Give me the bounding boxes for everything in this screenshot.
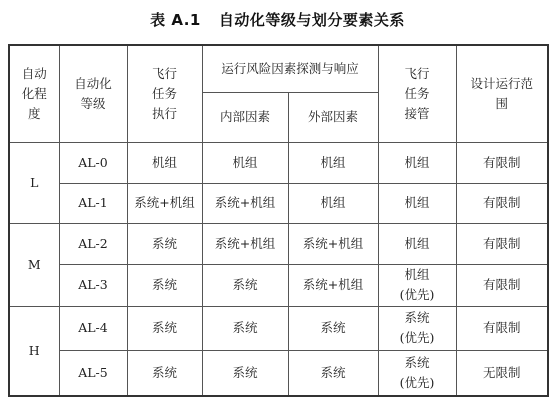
external-cell: 系统 — [288, 350, 378, 396]
execution-cell: 系统 — [127, 306, 202, 350]
table-caption: 自动化等级与划分要素关系 — [218, 11, 405, 29]
table-row — [9, 223, 548, 264]
range-cell: 有限制 — [456, 142, 548, 183]
external-cell: 机组 — [288, 142, 378, 183]
table-title — [0, 9, 555, 30]
header-automation-degree: 自动 化程 度 — [9, 45, 59, 142]
header-row-top — [9, 45, 548, 92]
automation-level-table — [8, 44, 549, 397]
header-flight-task-execution: 飞行 任务 执行 — [127, 45, 202, 142]
internal-cell: 系统 — [202, 350, 288, 396]
takeover-cell: 机组 — [378, 223, 456, 264]
internal-cell: 系统 — [202, 306, 288, 350]
external-cell: 机组 — [288, 183, 378, 223]
takeover-cell: 系统 (优先) — [378, 306, 456, 350]
external-cell: 系统 — [288, 306, 378, 350]
table-row — [9, 350, 548, 396]
degree-cell: H — [9, 306, 59, 396]
table-row — [9, 183, 548, 223]
execution-cell: 机组 — [127, 142, 202, 183]
takeover-cell: 机组 (优先) — [378, 264, 456, 306]
header-internal-factors: 内部因素 — [202, 92, 288, 142]
internal-cell: 系统+机组 — [202, 183, 288, 223]
execution-cell: 系统 — [127, 264, 202, 306]
header-external-factors: 外部因素 — [288, 92, 378, 142]
range-cell: 有限制 — [456, 223, 548, 264]
table-row — [9, 142, 548, 183]
table-row — [9, 264, 548, 306]
degree-cell: M — [9, 223, 59, 306]
table-row — [9, 306, 548, 350]
level-cell: AL-3 — [59, 264, 127, 306]
header-risk-detection: 运行风险因素探测与响应 — [202, 45, 378, 92]
degree-cell: L — [9, 142, 59, 223]
header-automation-level: 自动化 等级 — [59, 45, 127, 142]
internal-cell: 机组 — [202, 142, 288, 183]
level-cell: AL-2 — [59, 223, 127, 264]
header-design-operation-range: 设计运行范 围 — [456, 45, 548, 142]
table-number: 表 A.1 — [150, 11, 201, 29]
level-cell: AL-5 — [59, 350, 127, 396]
internal-cell: 系统+机组 — [202, 223, 288, 264]
level-cell: AL-0 — [59, 142, 127, 183]
takeover-cell: 机组 — [378, 183, 456, 223]
execution-cell: 系统+机组 — [127, 183, 202, 223]
takeover-cell: 系统 (优先) — [378, 350, 456, 396]
header-flight-task-takeover: 飞行 任务 接管 — [378, 45, 456, 142]
takeover-cell: 机组 — [378, 142, 456, 183]
range-cell: 无限制 — [456, 350, 548, 396]
level-cell: AL-4 — [59, 306, 127, 350]
internal-cell: 系统 — [202, 264, 288, 306]
external-cell: 系统+机组 — [288, 264, 378, 306]
external-cell: 系统+机组 — [288, 223, 378, 264]
range-cell: 有限制 — [456, 306, 548, 350]
execution-cell: 系统 — [127, 350, 202, 396]
range-cell: 有限制 — [456, 264, 548, 306]
level-cell: AL-1 — [59, 183, 127, 223]
range-cell: 有限制 — [456, 183, 548, 223]
execution-cell: 系统 — [127, 223, 202, 264]
